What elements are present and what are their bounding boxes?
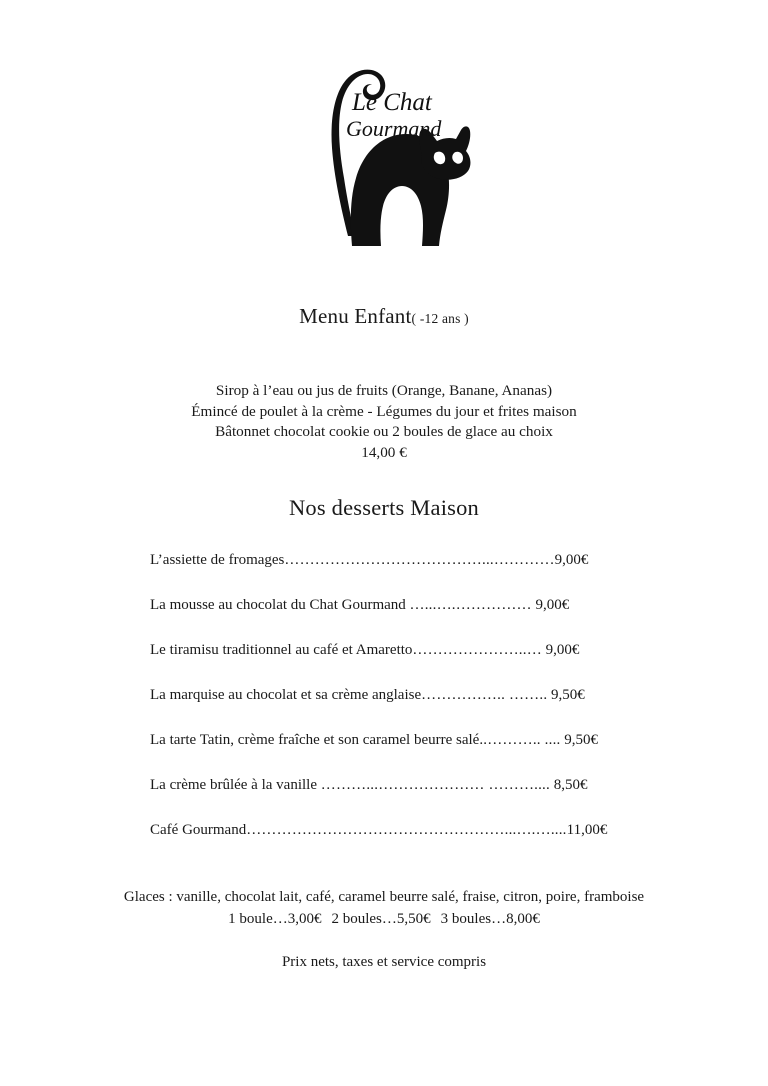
logo-script-line-1: Le Chat (352, 89, 432, 116)
dessert-dot-leader: ……………………………………………...….….... (246, 822, 567, 838)
cat-logo-icon (294, 58, 474, 248)
kids-menu-age-note: ( -12 ans ) (411, 311, 469, 326)
dessert-row (150, 640, 654, 685)
dessert-row (150, 775, 654, 820)
dessert-row (150, 730, 654, 775)
dessert-name: La crème brûlée à la vanille (150, 777, 321, 793)
dessert-dot-leader: …………….. …….. (421, 687, 548, 703)
kids-menu-line: Émincé de poulet à la crème - Légumes du jour et frites maison (191, 402, 577, 420)
dessert-price: 9,50€ (560, 732, 598, 748)
kids-menu-content (0, 381, 768, 463)
price-note: Prix nets, taxes et service compris (281, 954, 487, 970)
dessert-name: La marquise au chocolat et sa crème anglaise (150, 687, 422, 703)
dessert-price: 9,00€ (554, 552, 589, 568)
dessert-price: 11,00€ (566, 822, 608, 838)
dessert-row (150, 550, 654, 595)
kids-menu-line: Sirop à l’eau ou jus de fruits (Orange, Banane, Ananas) (215, 382, 553, 399)
dessert-dot-leader: …………………..… (412, 642, 542, 658)
dessert-price: 9,50€ (547, 687, 585, 703)
kids-menu-title: Menu Enfant (299, 304, 412, 328)
dessert-name: Le tiramisu traditionnel au café et Amaretto (150, 642, 413, 658)
dessert-dot-leader: …………………………………...………… (284, 552, 555, 568)
dessert-row (150, 820, 654, 865)
kids-menu-line: Bâtonnet chocolat cookie ou 2 boules de glace au choix (215, 423, 553, 440)
desserts-heading: Nos desserts Maison (288, 495, 480, 520)
scoop-price-2: 2 boules…5,50€ (331, 911, 431, 927)
ice-cream-section (0, 886, 768, 930)
dessert-dot-leader: …...….…………… (409, 597, 532, 613)
dessert-price: 9,00€ (541, 642, 580, 658)
dessert-name: Café Gourmand (150, 822, 247, 838)
dessert-name: La tarte Tatin, crème fraîche et son caramel beurre salé (150, 732, 480, 748)
desserts-list (150, 550, 654, 865)
scoop-price-1: 1 boule…3,00€ (228, 911, 322, 927)
dessert-dot-leader: ..……….. .... (479, 732, 561, 748)
dessert-name: La mousse au chocolat du Chat Gourmand (150, 597, 410, 613)
ice-cream-scoop-prices (0, 908, 768, 930)
dessert-price: 8,50€ (549, 777, 588, 793)
restaurant-logo (0, 58, 768, 248)
logo-script-line-2: Gourmand (346, 116, 442, 141)
dessert-price: 9,00€ (531, 597, 570, 613)
kids-menu-heading (0, 304, 768, 329)
dessert-name: L’assiette de fromages (150, 552, 285, 568)
dessert-row (150, 685, 654, 730)
dessert-dot-leader: ………...………………… ……….... (320, 777, 550, 793)
ice-cream-flavours: Glaces : vanille, chocolat lait, café, caramel beurre salé, fraise, citron, poire, framboise (123, 889, 645, 905)
kids-menu-price: 14,00 € (361, 443, 407, 461)
dessert-row (150, 595, 654, 640)
scoop-price-3: 3 boules…8,00€ (440, 911, 540, 927)
